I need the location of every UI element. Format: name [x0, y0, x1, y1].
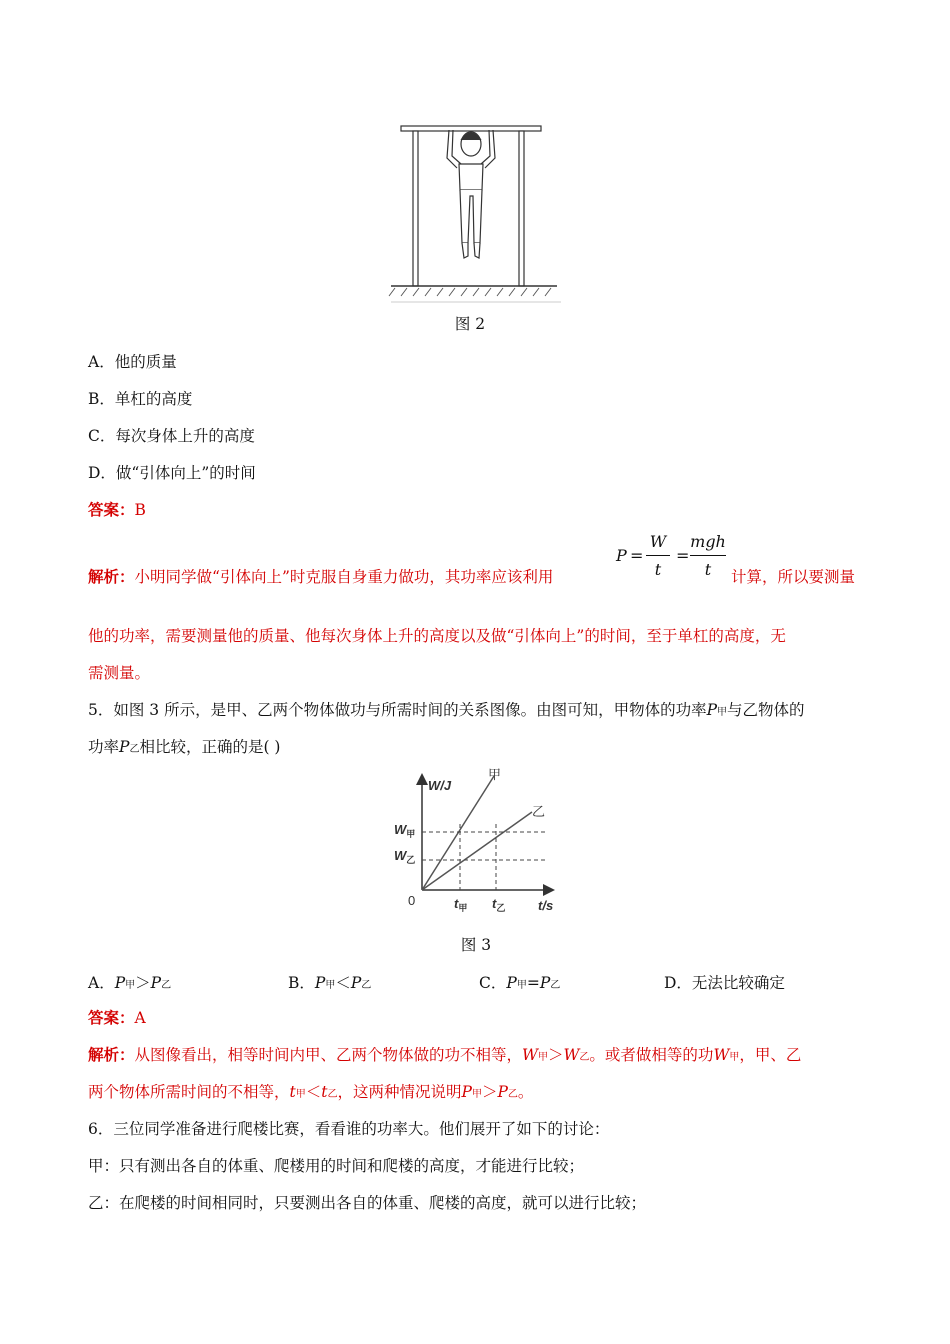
- line-jia: [422, 776, 494, 890]
- line-yi: [422, 812, 532, 890]
- op: ＜: [335, 974, 351, 992]
- analysis-text: 从图像看出，相等时间内甲、乙两个物体做的功不相等，: [134, 1046, 523, 1064]
- sub-yi: 乙: [507, 1089, 518, 1100]
- p-symbol: P: [506, 974, 517, 992]
- formula-num1: W: [649, 532, 667, 551]
- op: =: [526, 974, 540, 992]
- analysis-text: ，这两种情况说明: [337, 1083, 462, 1101]
- figure2-caption: 图 2: [454, 315, 486, 333]
- q5-analysis-line2: [88, 1082, 533, 1105]
- op: ＞: [135, 974, 151, 992]
- line-yi-label: 乙: [532, 805, 546, 820]
- w-symbol: W: [713, 1046, 730, 1064]
- sub-jia: 甲: [537, 1052, 548, 1063]
- q4-option-c: C．每次身体上升的高度: [88, 427, 255, 445]
- sub-yi: 乙: [579, 1052, 590, 1063]
- sub-yi: 乙: [327, 1089, 338, 1100]
- figure3-caption: 图 3: [460, 936, 492, 954]
- p-symbol: P: [539, 974, 551, 992]
- q4-option-b: B．单杠的高度: [88, 390, 193, 408]
- opt-prefix: B．: [288, 974, 315, 992]
- p-symbol: P: [350, 974, 362, 992]
- analysis-label: 解析：: [88, 567, 135, 586]
- q5-analysis-line1: [88, 1045, 801, 1068]
- formula-den1: t: [654, 560, 662, 579]
- w-yi-label: $W_乙$: [394, 848, 416, 865]
- answer-value: B: [134, 501, 146, 519]
- x-axis-label: t/s: [538, 898, 554, 913]
- q4-analysis-line2: 他的功率，需要测量他的质量、他每次身体上升的高度以及做“引体向上”的时间，至于单杠的高度，无: [88, 627, 786, 645]
- t-symbol: t: [289, 1083, 296, 1101]
- q4-answer: [88, 500, 146, 520]
- t-jia-label: $t_甲$: [454, 896, 468, 913]
- op: ＞: [481, 1083, 498, 1101]
- answer-value: A: [134, 1009, 146, 1027]
- analysis-text: 。: [517, 1083, 534, 1101]
- sub-jia: 甲: [729, 1052, 740, 1063]
- q5-answer: [88, 1008, 146, 1028]
- work-time-graph: [390, 768, 570, 918]
- sub-jia: 甲: [125, 980, 136, 991]
- sub-yi: 乙: [129, 744, 140, 755]
- formula-den2: t: [704, 560, 712, 579]
- p-symbol: P: [114, 974, 126, 992]
- q6-jia: 甲：只有测出各自的体重、爬楼用的时间和爬楼的高度，才能进行比较；: [88, 1157, 585, 1175]
- q4-analysis-tail: 计算，所以要测量: [731, 568, 856, 586]
- sub-jia: 甲: [295, 1089, 306, 1100]
- q4-option-d: D．做“引体向上”的时间: [88, 464, 256, 482]
- opt-prefix: A．: [88, 974, 115, 992]
- p-symbol: P: [706, 701, 718, 719]
- analysis-text: ，甲、乙: [739, 1046, 802, 1064]
- q4-option-a: A．他的质量: [88, 353, 177, 371]
- sub-yi: 乙: [161, 980, 172, 991]
- p-symbol: P: [119, 738, 130, 756]
- analysis-text: 。或者做相等的功: [589, 1046, 714, 1064]
- analysis-label: 解析：: [88, 1045, 135, 1064]
- analysis-text: 小明同学做“引体向上”时克服自身重力做功，其功率应该利用: [134, 568, 554, 586]
- q5-option-b: [288, 971, 371, 993]
- w-symbol: W: [522, 1046, 538, 1064]
- t-yi-label: $t_乙$: [492, 896, 506, 913]
- y-axis-label: W/J: [428, 778, 452, 793]
- p-symbol: P: [461, 1083, 472, 1101]
- analysis-text: 两个物体所需时间的不相等，: [88, 1083, 290, 1101]
- sub-jia: 甲: [717, 707, 728, 718]
- formula-num2: mgh: [690, 532, 726, 551]
- q4-analysis-line1: [88, 567, 553, 587]
- q5-stem-line2: [88, 737, 280, 760]
- power-formula: [616, 532, 728, 584]
- q5-stem-text2: 与乙物体的: [727, 701, 805, 719]
- formula-eq2: =: [676, 546, 690, 565]
- op: ＜: [305, 1083, 322, 1101]
- q5-option-c: [479, 971, 560, 993]
- origin-label: 0: [408, 893, 416, 908]
- sub-yi: 乙: [550, 980, 561, 991]
- w-symbol: W: [563, 1046, 580, 1064]
- sub-yi: 乙: [361, 980, 372, 991]
- answer-label: 答案：: [88, 500, 135, 519]
- q5-stem-text4: 相比较，正确的是( ): [139, 738, 281, 756]
- sub-jia: 甲: [471, 1089, 482, 1100]
- q5-stem-text3: 功率: [88, 738, 120, 756]
- pullup-figure: [385, 118, 565, 308]
- formula-lhs: P: [616, 546, 627, 565]
- sub-jia: 甲: [516, 980, 527, 991]
- p-symbol: P: [314, 974, 326, 992]
- q4-analysis-line3: 需测量。: [88, 664, 151, 682]
- q5-option-a: [88, 971, 171, 993]
- opt-prefix: C．: [479, 974, 507, 992]
- formula-eq1: =: [630, 546, 644, 565]
- w-jia-label: $W_甲$: [394, 822, 416, 839]
- q5-stem-line1: [88, 700, 805, 723]
- q5-stem-text: 5．如图 3 所示，是甲、乙两个物体做功与所需时间的关系图像。由图可知，甲物体的功率: [88, 701, 707, 719]
- q5-option-d: D．无法比较确定: [664, 974, 785, 992]
- answer-label: 答案：: [88, 1008, 135, 1027]
- q6-yi: 乙：在爬楼的时间相同时，只要测出各自的体重、爬楼的高度，就可以进行比较；: [88, 1194, 647, 1212]
- sub-jia: 甲: [325, 980, 336, 991]
- t-symbol: t: [321, 1083, 328, 1101]
- p-symbol: P: [150, 974, 162, 992]
- line-jia-label: 甲: [488, 768, 502, 783]
- op: ＞: [547, 1046, 564, 1064]
- p-symbol: P: [497, 1083, 508, 1101]
- q6-stem: 6．三位同学准备进行爬楼比赛，看看谁的功率大。他们展开了如下的讨论：: [88, 1120, 610, 1138]
